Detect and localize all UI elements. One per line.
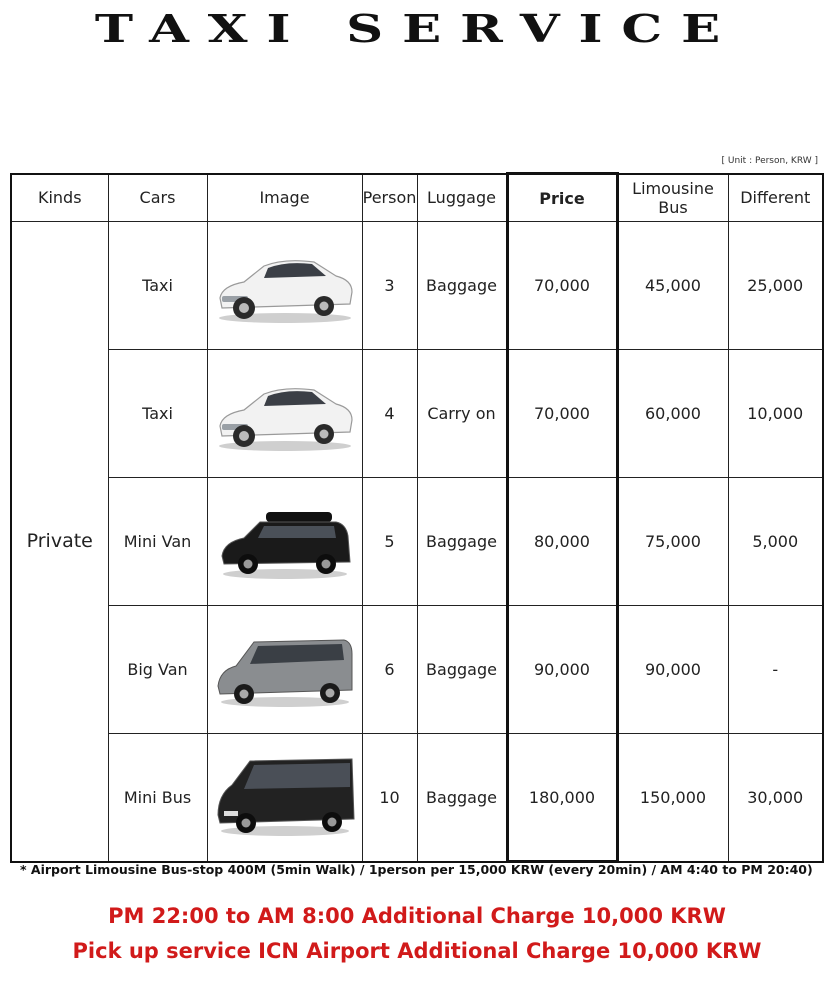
price-value: 70,000 [507, 350, 617, 478]
footnote: * Airport Limousine Bus-stop 400M (5min Walk) / 1person per 15,000 KRW (every 20min) / AM 4:40 to PM 20:40) [20, 862, 813, 877]
price-value: 80,000 [507, 478, 617, 606]
header-cars: Cars [108, 174, 207, 222]
table-row [11, 350, 823, 478]
limousine-value: 45,000 [617, 222, 728, 350]
limousine-value: 60,000 [617, 350, 728, 478]
header-kinds: Kinds [11, 174, 108, 222]
car-image [207, 606, 362, 734]
different-value: 5,000 [728, 478, 823, 606]
person-count: 5 [362, 478, 417, 606]
white-sedan-icon [214, 374, 356, 454]
table-row [11, 734, 823, 862]
car-name: Big Van [108, 606, 207, 734]
night-charge-notice: PM 22:00 to AM 8:00 Additional Charge 10,000 KRW [108, 904, 726, 928]
price-value: 70,000 [507, 222, 617, 350]
header-row [11, 174, 823, 222]
luggage-type: Baggage [417, 222, 507, 350]
different-value: 30,000 [728, 734, 823, 862]
header-person: Person [362, 174, 417, 222]
limousine-value: 150,000 [617, 734, 728, 862]
price-value: 180,000 [507, 734, 617, 862]
table-row [11, 478, 823, 606]
table-row [11, 606, 823, 734]
header-luggage: Luggage [417, 174, 507, 222]
page-title: TAXI SERVICE [94, 6, 740, 51]
unit-note: [ Unit : Person, KRW ] [721, 156, 818, 166]
different-value: - [728, 606, 823, 734]
black-minibus-icon [214, 755, 356, 839]
luggage-type: Carry on [417, 350, 507, 478]
limousine-value: 90,000 [617, 606, 728, 734]
silver-van-icon [214, 630, 356, 710]
pickup-charge-notice: Pick up service ICN Airport Additional Charge 10,000 KRW [72, 939, 762, 963]
car-name: Taxi [108, 350, 207, 478]
table-row [11, 222, 823, 350]
person-count: 10 [362, 734, 417, 862]
person-count: 3 [362, 222, 417, 350]
different-value: 10,000 [728, 350, 823, 478]
header-limousine-bus: Limousine Bus [617, 174, 728, 222]
person-count: 6 [362, 606, 417, 734]
price-value: 90,000 [507, 606, 617, 734]
different-value: 25,000 [728, 222, 823, 350]
car-name: Taxi [108, 222, 207, 350]
price-table [10, 172, 824, 863]
limousine-value: 75,000 [617, 478, 728, 606]
luggage-type: Baggage [417, 606, 507, 734]
luggage-type: Baggage [417, 734, 507, 862]
car-image [207, 350, 362, 478]
header-different: Different [728, 174, 823, 222]
car-image [207, 478, 362, 606]
car-image [207, 734, 362, 862]
car-name: Mini Bus [108, 734, 207, 862]
person-count: 4 [362, 350, 417, 478]
car-image [207, 222, 362, 350]
header-price: Price [507, 174, 617, 222]
kinds-cell: Private [11, 222, 108, 862]
car-name: Mini Van [108, 478, 207, 606]
black-minivan-icon [214, 502, 356, 582]
white-sedan-icon [214, 246, 356, 326]
luggage-type: Baggage [417, 478, 507, 606]
header-image: Image [207, 174, 362, 222]
